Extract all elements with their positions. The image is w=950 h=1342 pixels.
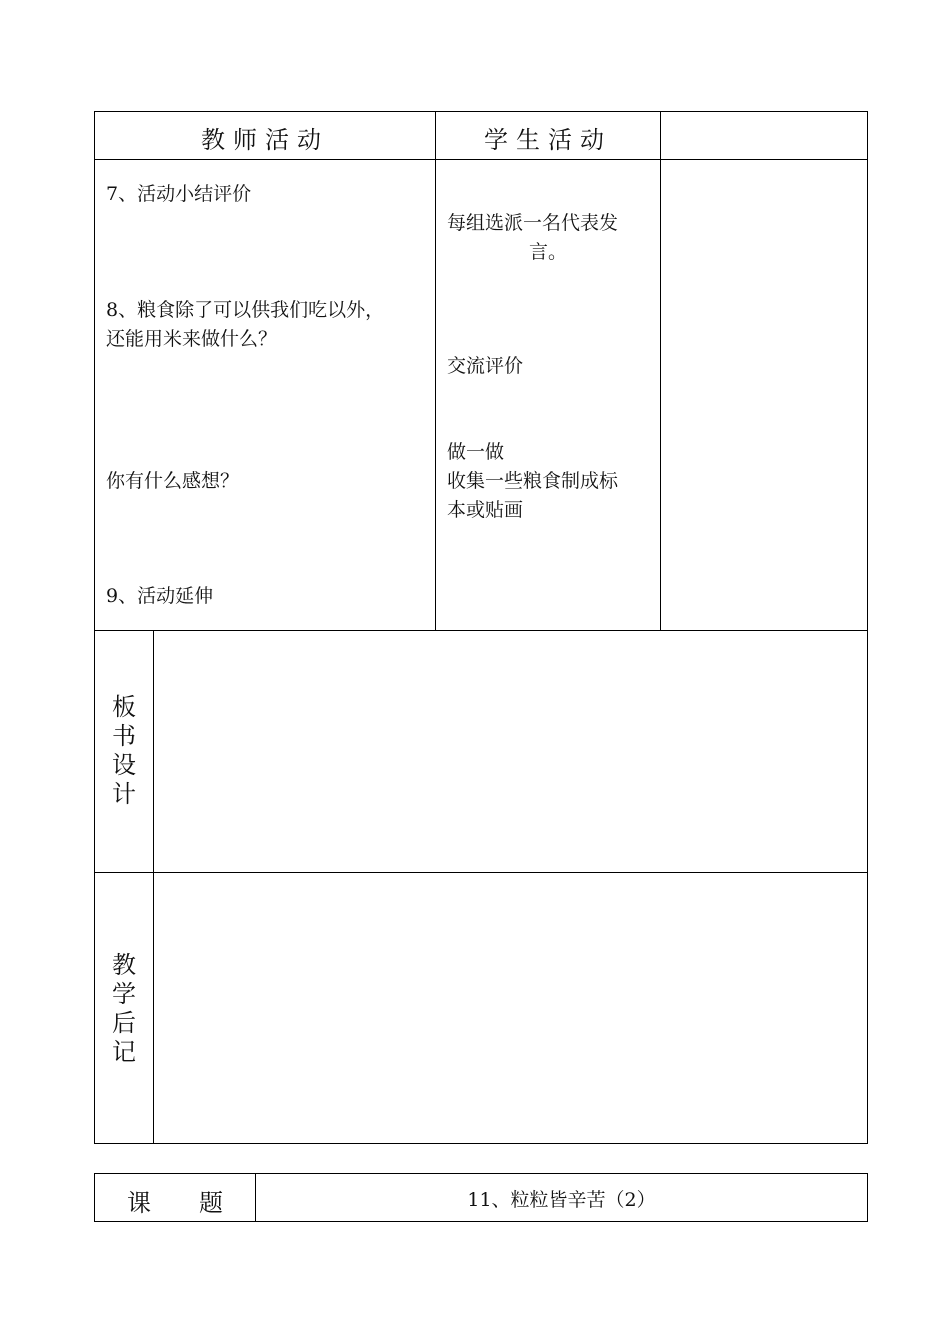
teaching-notes-area[interactable] <box>154 873 867 1143</box>
topic-value: 11、粒粒皆辛苦（2） <box>467 1189 656 1211</box>
student-item-representative-cont: 言。 <box>529 241 568 263</box>
board-design-label: 板书设计 <box>112 693 136 808</box>
teacher-item-summary: 7、活动小结评价 <box>106 183 252 205</box>
teacher-activity-header: 教师活动 <box>201 126 329 154</box>
student-activity-header: 学生活动 <box>484 126 612 154</box>
student-item-representative: 每组选派一名代表发 <box>447 212 619 234</box>
topic-label: 课 题 <box>127 1189 223 1217</box>
teacher-item-grain-uses-cont: 还能用米来做什么？ <box>106 328 278 350</box>
student-item-do-it: 做一做 <box>447 441 505 463</box>
teacher-item-grain-uses: 8、粮食除了可以供我们吃以外， <box>106 299 385 321</box>
student-item-collect-grain: 收集一些粮食制成标 <box>447 470 619 492</box>
teaching-notes-label: 教学后记 <box>112 951 136 1066</box>
board-design-area[interactable] <box>154 631 867 872</box>
teacher-item-extension: 9、活动延伸 <box>106 585 214 607</box>
teacher-item-feelings: 你有什么感想？ <box>106 470 240 492</box>
student-item-specimen: 本或贴画 <box>447 499 524 521</box>
student-item-peer-review: 交流评价 <box>447 355 524 377</box>
